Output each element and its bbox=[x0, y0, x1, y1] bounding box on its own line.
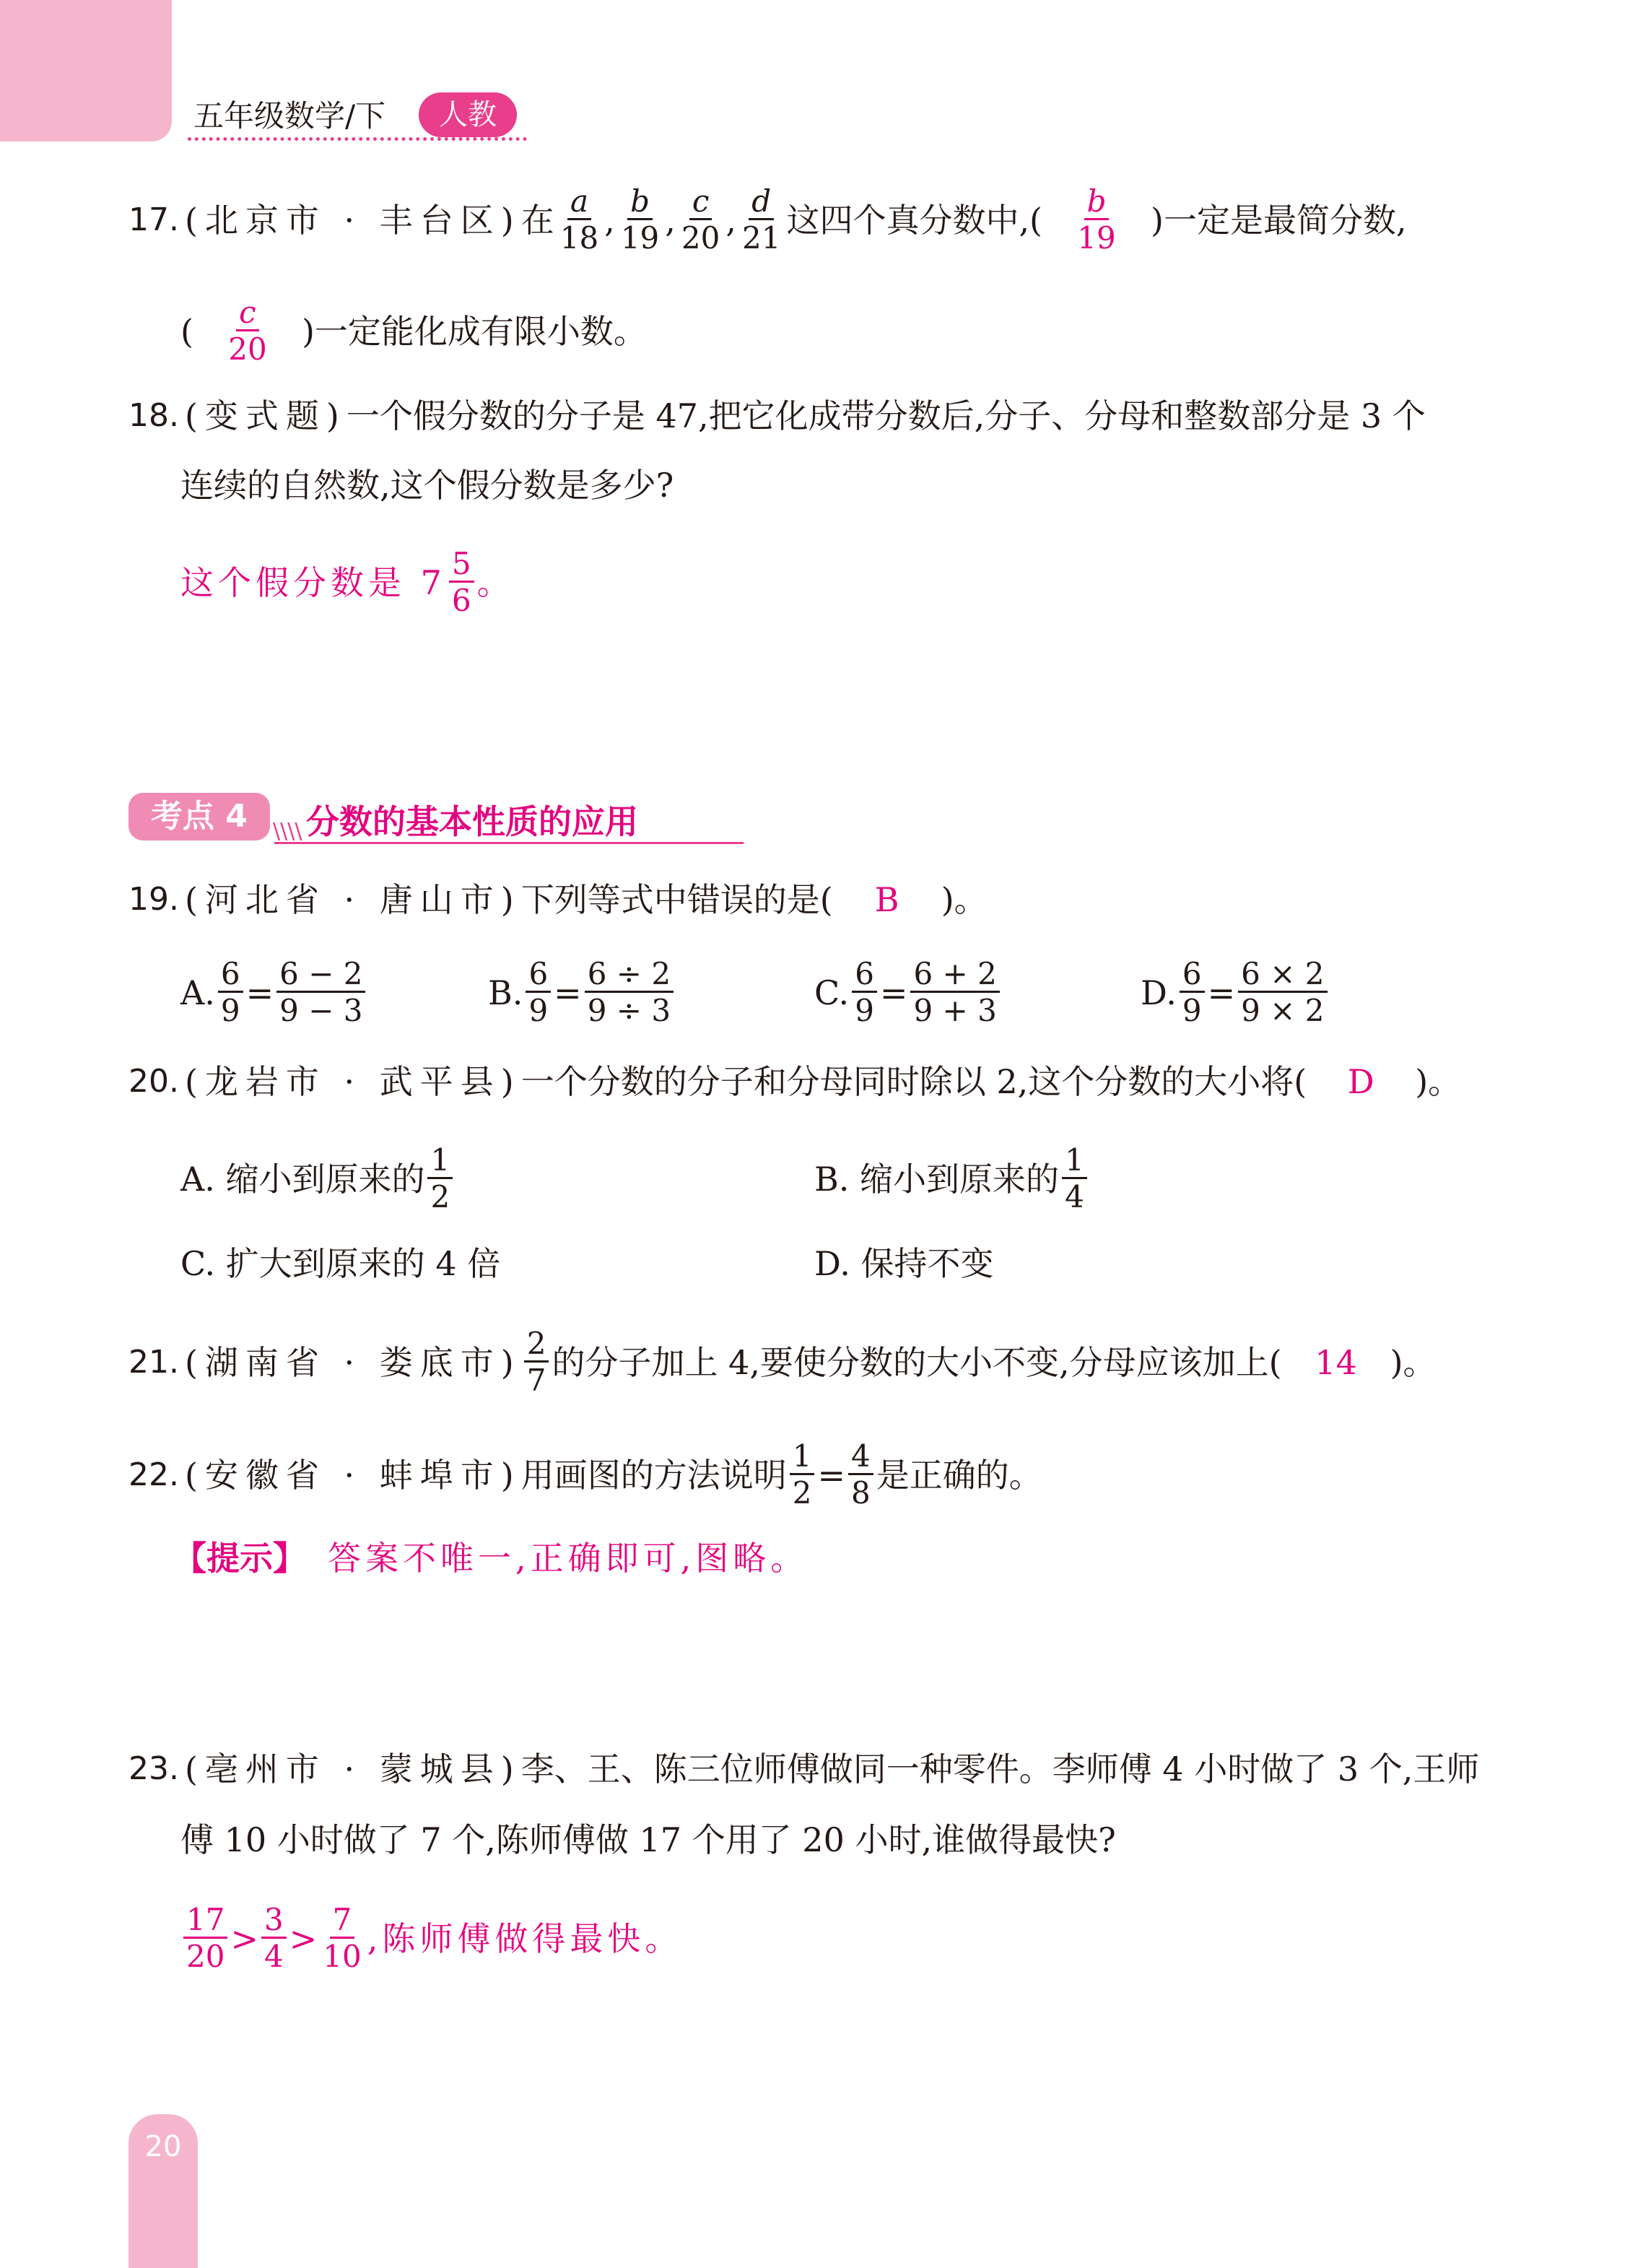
option-b: B. 缩小到原来的 $\frac{1}{4}$ bbox=[814, 1145, 1090, 1212]
option-c: C. $\frac{6}{9}$ = $\frac{6 + 2}{9 + 3}$ bbox=[814, 959, 1003, 1026]
text: 傅 10 小时做了 7 个,陈师傅做 17 个用了 20 小时,谁做得最快? bbox=[180, 1820, 1116, 1859]
option-b: B. $\frac{6}{9}$ = $\frac{6 \div 2}{9 \div 3}$ bbox=[488, 959, 676, 1026]
question-source: (亳州市 · 蒙城县) bbox=[184, 1750, 521, 1789]
option-d: D. $\frac{6}{9}$ = $\frac{6 \times 2}{9 \times 2}$ bbox=[1141, 959, 1330, 1026]
text: 这四个真分数中,( bbox=[786, 200, 1043, 240]
question-number: 20. bbox=[128, 1063, 179, 1100]
option-a: A. 缩小到原来的 $\frac{1}{2}$ bbox=[180, 1145, 456, 1212]
question-number: 19. bbox=[128, 881, 179, 918]
page-number: 20 bbox=[144, 2130, 182, 2163]
text: 。 bbox=[476, 562, 510, 602]
text: )。 bbox=[1415, 1062, 1462, 1101]
question-22-tip bbox=[173, 1535, 808, 1581]
question-20 bbox=[128, 1059, 1461, 1105]
option-label: B. bbox=[488, 973, 523, 1012]
question-source: (安徽省 · 蚌埠市) bbox=[184, 1455, 521, 1495]
option-label: A. bbox=[180, 973, 215, 1012]
question-number: 17. bbox=[128, 201, 179, 238]
section-underline bbox=[274, 842, 744, 844]
question-source: (北京市 · 丰台区) bbox=[184, 200, 521, 240]
answer-blank: 14 bbox=[1315, 1342, 1357, 1382]
fraction-b-19: $\frac{b}{19}$ bbox=[620, 183, 660, 256]
answer-text: 这个假分数是 7 bbox=[180, 562, 446, 602]
book-title: 五年级数学/下 bbox=[193, 98, 386, 134]
option-label: D. bbox=[1141, 973, 1177, 1012]
question-number: 21. bbox=[128, 1343, 179, 1381]
text: 连续的自然数,这个假分数是多少? bbox=[180, 466, 674, 505]
top-corner-tab bbox=[0, 0, 172, 142]
option-label: C. bbox=[814, 973, 850, 1012]
question-18-line-2 bbox=[180, 462, 674, 508]
option-text: C. 扩大到原来的 4 倍 bbox=[180, 1244, 501, 1283]
text: 在 bbox=[520, 200, 554, 240]
section-badge: 考点 4 bbox=[128, 793, 270, 840]
fraction: $\frac{2}{7}$ bbox=[524, 1329, 549, 1396]
question-19 bbox=[128, 877, 988, 923]
edition-badge: 人教 bbox=[419, 92, 517, 137]
text: )。 bbox=[941, 880, 988, 919]
text: 李、王、陈三位师傅做同一种零件。李师傅 4 小时做了 3 个,王师 bbox=[520, 1750, 1480, 1789]
text: 的分子加上 4,要使分数的大小不变,分母应该加上( bbox=[552, 1342, 1282, 1382]
text: 下列等式中错误的是( bbox=[520, 880, 833, 919]
question-number: 23. bbox=[128, 1750, 179, 1787]
tip-label: 【提示】 bbox=[173, 1539, 306, 1578]
answer-blank-1: $\frac{b}{19}$ bbox=[1077, 183, 1116, 256]
text: )。 bbox=[1390, 1342, 1437, 1382]
text: 一个分数的分子和分母同时除以 2,这个分数的大小将( bbox=[520, 1062, 1307, 1101]
question-source: (龙岩市 · 武平县) bbox=[184, 1062, 521, 1101]
option-a: A. $\frac{6}{9}$ = $\frac{6 - 2}{9 - 3}$ bbox=[180, 959, 368, 1026]
answer-blank: D bbox=[1347, 1062, 1374, 1101]
question-number: 18. bbox=[128, 397, 179, 434]
question-source: (湖南省 · 娄底市) bbox=[184, 1342, 521, 1382]
section-decoration: \\\\ bbox=[273, 819, 302, 844]
question-source: (河北省 · 唐山市) bbox=[184, 880, 521, 919]
header-dotted-line bbox=[188, 137, 527, 141]
fraction-a-18: $\frac{a}{18}$ bbox=[559, 183, 599, 256]
answer-blank-2: $\frac{c}{20}$ bbox=[228, 295, 267, 367]
option-d bbox=[814, 1241, 994, 1287]
question-23-line-1 bbox=[128, 1746, 1479, 1792]
tip-text: 答案不唯一,正确即可,图略。 bbox=[328, 1539, 809, 1578]
question-23-answer: $\frac{17}{20}$ > $\frac{3}{4}$ > $\frac{7}{10}$ ,陈师傅做得最快。 bbox=[180, 1905, 682, 1972]
fraction-c-20: $\frac{c}{20}$ bbox=[681, 183, 720, 256]
question-17-line-1: 17. (北京市 · 丰台区) 在 $\frac{a}{18}$ , $\frac{b}{19}$ , $\frac{c}{20}$ , $\frac{d}{21}$ 这四个真分数中,( $\frac{b}{19}$ )一定是最简分数, bbox=[128, 183, 1407, 256]
text: 一个假分数的分子是 47,把它化成带分数后,分子、分母和整数部分是 3 个 bbox=[346, 396, 1426, 435]
text: 是正确的。 bbox=[876, 1455, 1042, 1495]
question-18-answer bbox=[180, 546, 510, 618]
option-text: B. 缩小到原来的 bbox=[814, 1159, 1060, 1199]
option-c bbox=[180, 1241, 500, 1287]
text: )一定能化成有限小数。 bbox=[301, 311, 647, 351]
text: ( bbox=[180, 311, 193, 351]
text: )一定是最简分数, bbox=[1151, 200, 1407, 240]
answer-fraction: $\frac{5}{6}$ bbox=[449, 549, 474, 616]
question-source: (变式题) bbox=[184, 396, 347, 435]
fraction-d-21: $\frac{d}{21}$ bbox=[741, 183, 781, 256]
answer-text: ,陈师傅做得最快。 bbox=[367, 1919, 683, 1958]
question-22: 22. (安徽省 · 蚌埠市) 用画图的方法说明 $\frac{1}{2}$ = $\frac{4}{8}$ 是正确的。 bbox=[128, 1438, 1042, 1511]
question-18-line-1 bbox=[128, 393, 1426, 439]
text: 用画图的方法说明 bbox=[520, 1455, 787, 1495]
question-21 bbox=[128, 1326, 1437, 1398]
section-title: 分数的基本性质的应用 bbox=[306, 802, 638, 841]
question-17-line-2 bbox=[180, 297, 647, 365]
question-number: 22. bbox=[128, 1456, 179, 1493]
option-text: D. 保持不变 bbox=[814, 1244, 994, 1283]
answer-blank: B bbox=[874, 880, 899, 919]
option-text: A. 缩小到原来的 bbox=[180, 1159, 425, 1199]
question-23-line-2 bbox=[180, 1817, 1116, 1863]
